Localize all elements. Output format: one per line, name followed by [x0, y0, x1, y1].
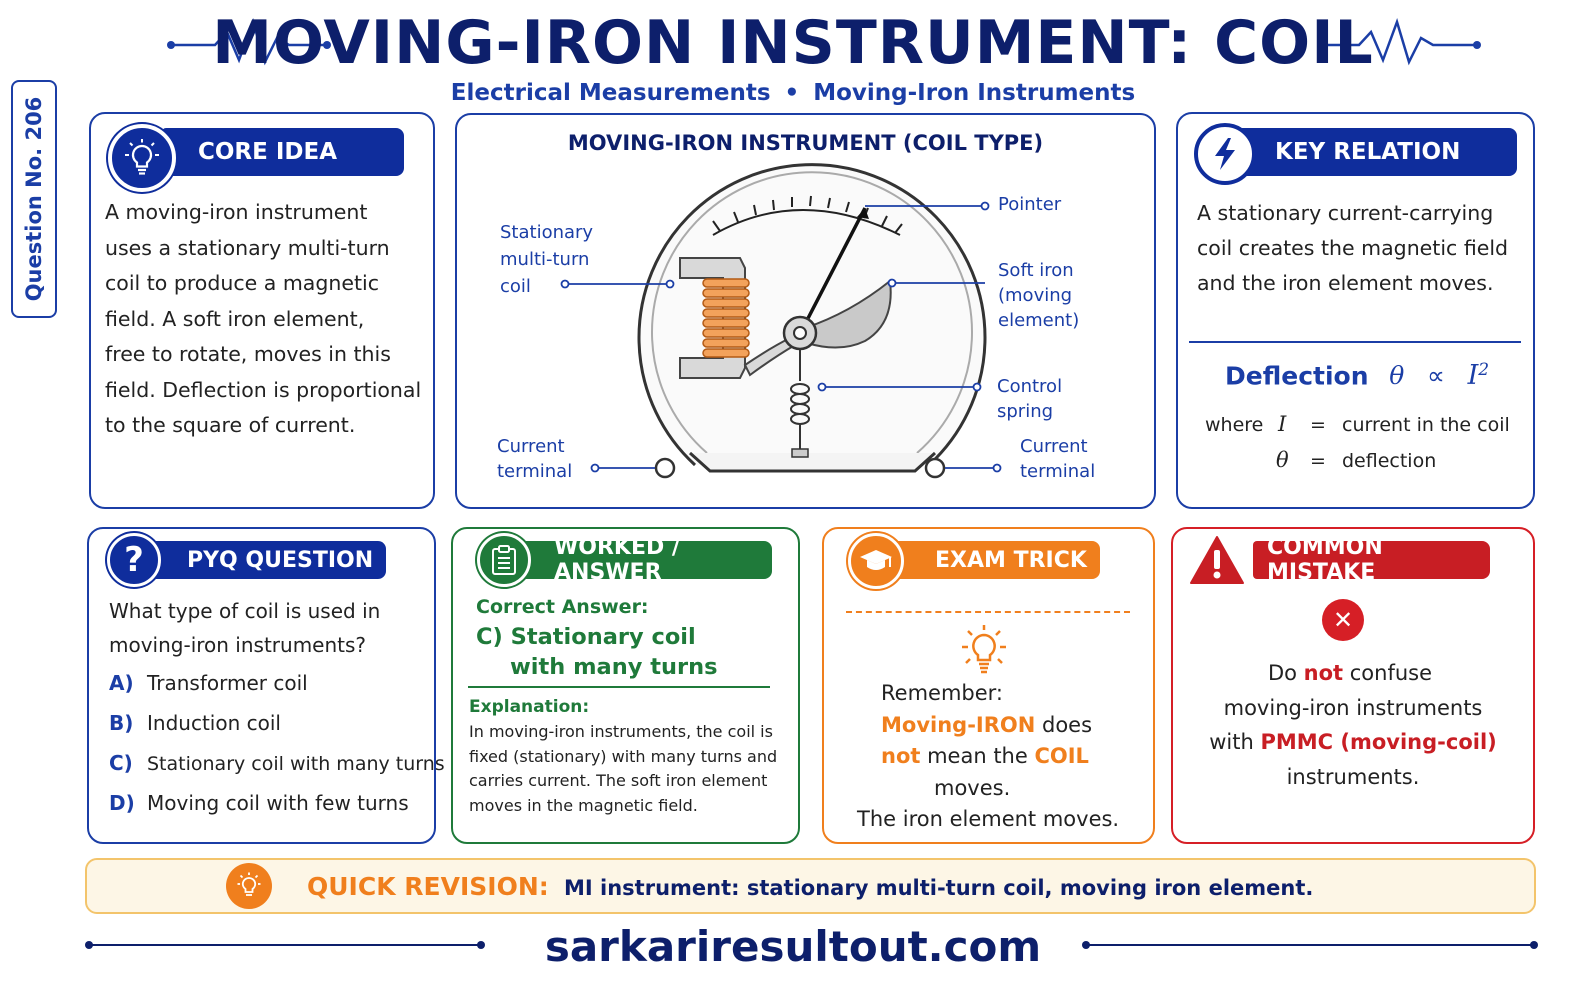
subtitle-left: Electrical Measurements	[450, 80, 771, 106]
label-line: coil	[500, 276, 531, 297]
option-key: B)	[109, 711, 134, 735]
where-label: where	[1205, 414, 1264, 436]
question-number-label: Question No. 206	[22, 96, 46, 302]
exam-trick-text	[822, 678, 1155, 836]
core-idea-line: uses a stationary multi-turn	[105, 235, 390, 260]
not-highlight: not	[881, 744, 921, 768]
explanation-line: In moving-iron instruments, the coil is	[469, 722, 773, 741]
diagram-title: MOVING-IRON INSTRUMENT (COIL TYPE)	[567, 131, 1044, 155]
trick-text: does	[1035, 712, 1093, 737]
correct-answer-label: Correct Answer:	[476, 596, 649, 618]
quick-revision-text: MI instrument: stationary multi-turn coil, moving iron element.	[564, 876, 1314, 900]
key-relation-line: A stationary current-carrying	[1197, 201, 1494, 225]
formula-theta: θ	[1389, 361, 1405, 391]
exam-trick-dashed-divider	[846, 611, 1130, 613]
formula-exponent: 2	[1478, 360, 1490, 380]
option-text: Moving coil with few turns	[147, 791, 409, 815]
core-idea-line: field. Deflection is proportional	[105, 377, 422, 402]
where-def-i: current in the coil	[1342, 414, 1510, 436]
label-control-spring	[997, 374, 1062, 424]
pyq-question-line: moving-iron instruments?	[109, 633, 367, 657]
mistake-text: with	[1209, 730, 1261, 754]
question-glyph: ?	[124, 540, 144, 580]
explanation-line: carries current. The soft iron element	[469, 771, 768, 790]
where-def-theta: deflection	[1342, 450, 1437, 472]
warning-triangle-icon	[1189, 535, 1245, 585]
trick-line-4: moves.	[934, 775, 1011, 800]
quick-revision-label: QUICK REVISION:	[307, 872, 549, 901]
option-a[interactable]	[109, 671, 308, 695]
right-terminal	[926, 459, 944, 477]
option-text: Induction coil	[147, 711, 281, 735]
key-relation-divider	[1189, 341, 1521, 343]
explanation-text	[469, 720, 777, 818]
moving-iron-highlight: Moving-IRON	[881, 712, 1036, 737]
correct-answer-line-2: with many turns	[510, 654, 718, 680]
explanation-line: fixed (stationary) with many turns and	[469, 746, 778, 766]
common-mistake-badge	[1253, 535, 1490, 585]
coil-highlight: COIL	[1034, 744, 1089, 768]
subtitle	[0, 80, 1586, 106]
formula-word: Deflection	[1225, 361, 1369, 391]
core-idea-line: to the square of current.	[105, 413, 356, 437]
formula-current: I	[1467, 360, 1479, 392]
pyq-question	[109, 594, 380, 662]
core-idea-text	[105, 195, 430, 444]
core-idea-line: field. A soft iron element,	[105, 306, 365, 331]
formula-proportional: ∝	[1427, 361, 1445, 391]
question-number-tab	[11, 80, 57, 318]
core-idea-line: coil to produce a magnetic	[105, 271, 379, 295]
worked-badge	[520, 535, 772, 585]
lightbulb-icon	[108, 124, 176, 192]
question-mark-icon	[107, 533, 161, 587]
subtitle-separator: •	[784, 80, 800, 106]
clipboard-icon	[477, 533, 531, 587]
error-x-icon	[1322, 599, 1364, 641]
option-text: Transformer coil	[147, 671, 308, 695]
key-relation-label: KEY RELATION	[1275, 139, 1461, 165]
label-line: Current	[1020, 436, 1088, 457]
label-line: Current	[497, 436, 565, 457]
graduation-cap-icon	[848, 533, 904, 589]
left-terminal	[656, 459, 674, 477]
pyq-question-line: What type of coil is used in	[109, 599, 381, 623]
label-pointer: Pointer	[998, 194, 1062, 215]
page-title: MOVING-IRON INSTRUMENT: COIL	[212, 8, 1374, 78]
key-relation-line: and the iron element moves.	[1197, 271, 1494, 295]
exam-trick-label: EXAM TRICK	[935, 547, 1087, 573]
not-highlight: not	[1303, 661, 1344, 685]
core-idea-label: CORE IDEA	[198, 139, 338, 165]
common-mistake-label: COMMON MISTAKE	[1267, 535, 1383, 585]
key-relation-line: coil creates the magnetic field	[1197, 236, 1509, 260]
remember-line: Remember:	[881, 681, 1003, 705]
mistake-line-3	[1171, 725, 1535, 760]
lightning-bolt-icon	[1194, 123, 1256, 185]
label-line: element)	[998, 310, 1080, 331]
worked-divider	[468, 686, 770, 688]
mistake-line-2: moving-iron instruments	[1223, 695, 1483, 720]
pmmc-highlight: PMMC (moving-coil)	[1260, 730, 1497, 754]
label-line: Stationary	[500, 222, 594, 243]
deflection-formula	[1225, 360, 1489, 391]
option-key: A)	[109, 671, 134, 695]
where-symbol-theta: θ	[1276, 448, 1289, 472]
x-glyph: ✕	[1332, 606, 1354, 634]
label-current-terminal-right	[1020, 434, 1095, 484]
label-line: multi-turn	[500, 249, 590, 270]
mistake-text: Do	[1267, 661, 1304, 685]
label-stationary-coil	[500, 220, 593, 299]
explanation-line: moves in the magnetic field.	[469, 795, 698, 815]
label-line: Soft iron	[998, 260, 1074, 281]
key-relation-text	[1197, 196, 1527, 301]
option-key: D)	[109, 791, 135, 815]
pyq-label: PYQ QUESTION	[187, 547, 374, 573]
common-mistake-text	[1171, 656, 1535, 794]
worked-label: WORKED / ANSWER	[554, 535, 680, 585]
where-symbol-i: I	[1278, 412, 1287, 436]
idea-lightbulb-icon	[949, 623, 1019, 679]
footer-site-link[interactable]: sarkariresultout.com	[544, 922, 1042, 971]
key-relation-badge	[1230, 128, 1517, 176]
label-soft-iron	[998, 258, 1079, 333]
label-current-terminal-left	[497, 434, 572, 484]
option-key: C)	[109, 751, 133, 775]
mistake-line-4: instruments.	[1286, 764, 1420, 789]
explanation-label: Explanation:	[469, 697, 590, 717]
core-idea-line: A moving-iron instrument	[105, 200, 368, 224]
quick-revision-bulb-icon	[226, 863, 272, 909]
where-eq-2: =	[1310, 450, 1326, 472]
trick-line-5: The iron element moves.	[857, 807, 1120, 831]
label-line: terminal	[497, 461, 573, 482]
option-d[interactable]	[109, 791, 409, 815]
label-line: Control	[997, 376, 1063, 397]
trick-text: mean the	[920, 744, 1035, 768]
subtitle-right: Moving-Iron Instruments	[813, 80, 1136, 106]
instrument-base	[690, 453, 935, 471]
core-idea-badge	[162, 128, 404, 176]
pyq-badge	[150, 541, 386, 579]
option-c[interactable]	[109, 751, 445, 775]
label-line: spring	[997, 401, 1054, 422]
label-line: terminal	[1020, 461, 1096, 482]
exam-trick-badge	[891, 541, 1100, 579]
mistake-text: confuse	[1343, 661, 1433, 685]
option-text: Stationary coil with many turns	[147, 753, 445, 775]
label-line: (moving	[998, 285, 1073, 306]
core-idea-line: free to rotate, moves in this	[105, 342, 391, 366]
option-b[interactable]	[109, 711, 281, 735]
trick-line-3	[822, 741, 1155, 773]
correct-answer-line-1: C) Stationary coil	[476, 624, 696, 650]
mistake-line-1	[1171, 656, 1535, 691]
trick-line-2	[822, 710, 1155, 742]
where-eq-1: =	[1310, 414, 1326, 436]
